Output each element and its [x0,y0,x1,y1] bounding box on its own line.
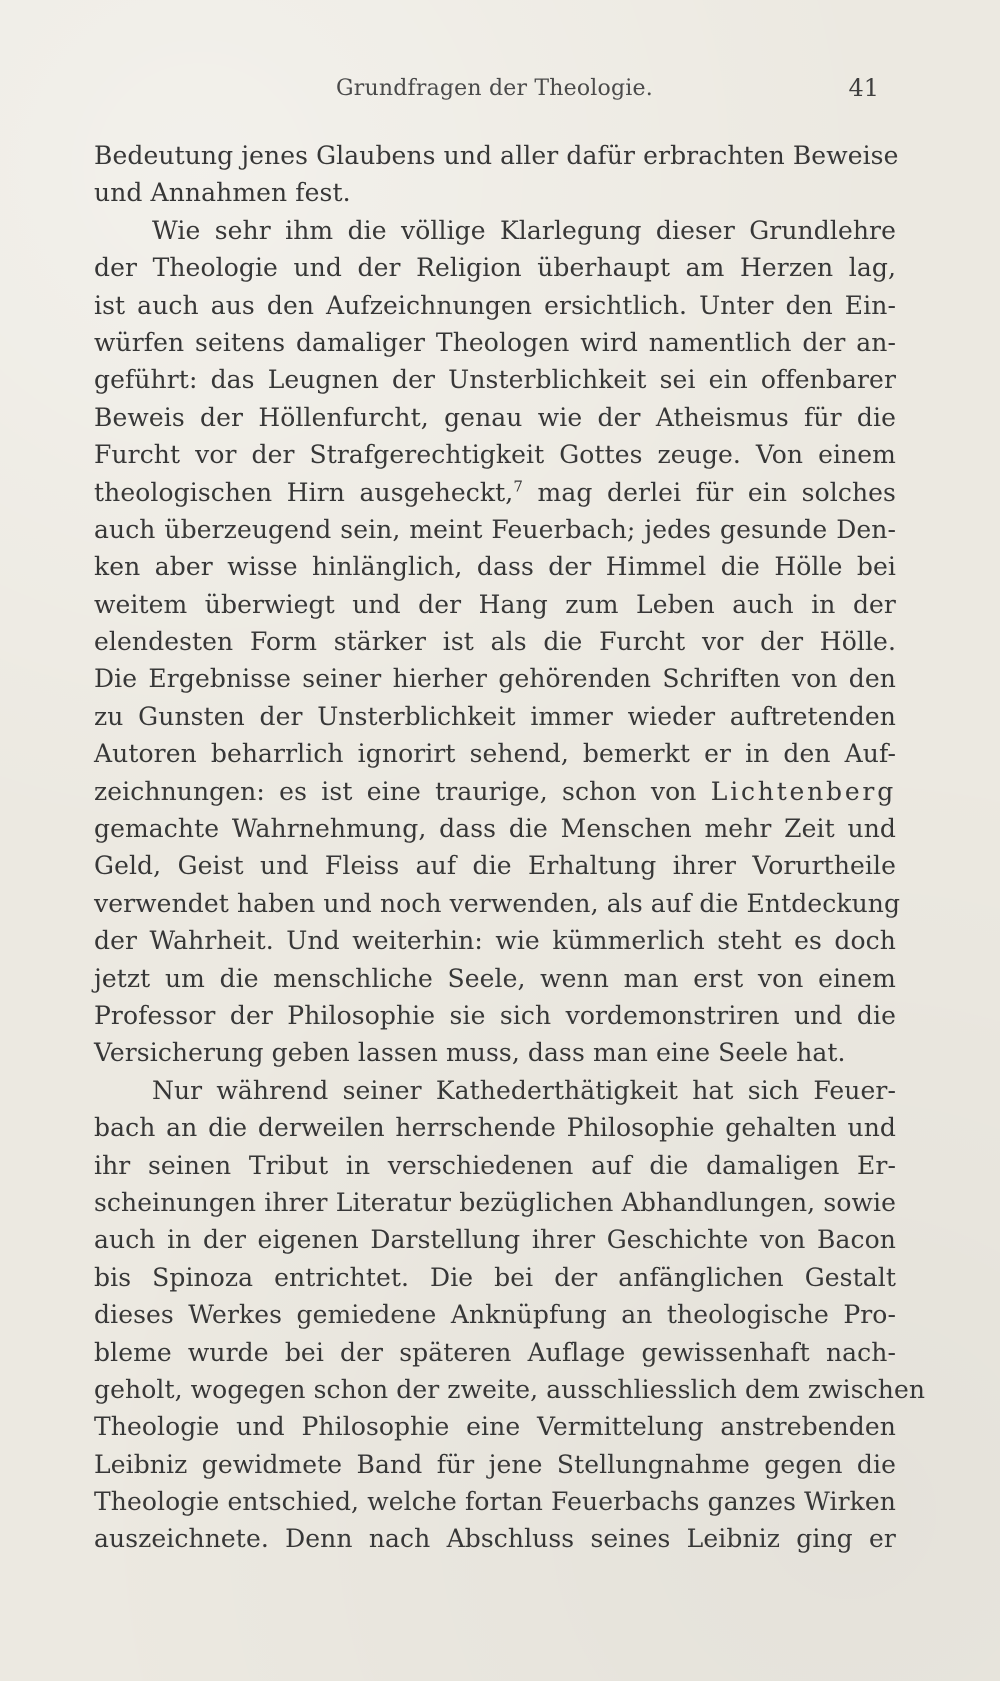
text-line: Geld, Geist und Fleiss auf die Erhaltung ihrer Vorurtheile [94,851,896,881]
text-line: bach an die derweilen herrschende Philosophie gehalten und [94,1113,896,1143]
text-line: verwendet haben und noch verwenden, als auf die Entdeckung [94,888,901,918]
text-line: geführt: das Leugnen der Unsterblichkeit sei ein offenbarer [94,365,896,395]
body-text [94,137,926,1558]
line-segment: mag derlei für ein solches [522,477,896,507]
text-line: ihr seinen Tribut in verschiedenen auf die damaligen Er- [94,1150,896,1180]
text-line: auszeichnete. Denn nach Abschluss seines Leibniz ging er [94,1524,896,1554]
text-line [94,474,896,511]
line-segment: theologischen Hirn ausgeheckt, [94,477,514,507]
text-line: dieses Werkes gemiedene Anknüpfung an theologische Pro- [94,1300,896,1330]
text-line: der Theologie und der Religion überhaupt am Herzen lag, [94,253,896,283]
page-number: 41 [848,74,879,102]
emphasized-name: Lichtenberg [710,776,896,806]
text-line: Professor der Philosophie sie sich vordemonstriren und die [94,1000,896,1030]
text-line: Versicherung geben lassen muss, dass man eine Seele hat. [94,1038,846,1068]
text-line: Die Ergebnisse seiner hierher gehörenden Schriften von den [94,664,896,694]
text-line: würfen seitens damaliger Theologen wird namentlich der an- [94,327,896,357]
text-line: scheinungen ihrer Literatur bezüglichen Abhandlungen, sowie [94,1187,896,1217]
running-header [95,76,896,116]
text-line: gemachte Wahrnehmung, dass die Menschen mehr Zeit und [94,814,896,844]
text-line: bis Spinoza entrichtet. Die bei der anfänglichen Gestalt [94,1262,896,1292]
text-line: geholt, wogegen schon der zweite, ausschliesslich dem zwischen [94,1374,926,1404]
text-line: Furcht vor der Strafgerechtigkeit Gottes zeuge. Von einem [94,440,896,470]
text-line: ist auch aus den Aufzeichnungen ersichtlich. Unter den Ein- [94,290,896,320]
text-line: Nur während seiner Kathederthätigkeit hat sich Feuer- [152,1075,896,1105]
line-segment: zeichnungen: es ist eine traurige, schon von [94,776,697,806]
text-line: Bedeutung jenes Glaubens und aller dafür erbrachten Beweise [94,141,899,170]
running-title: Grundfragen der Theologie. [336,76,653,101]
text-line: Theologie und Philosophie eine Vermittelung anstrebenden [94,1412,896,1442]
text-line: weitem überwiegt und der Hang zum Leben auch in der [94,589,896,619]
text-line: und Annahmen fest. [94,178,351,208]
text-line: Beweis der Höllenfurcht, genau wie der Atheismus für die [94,402,896,432]
footnote-marker: 7 [513,477,523,496]
text-line: Autoren beharrlich ignorirt sehend, bemerkt er in den Auf- [94,739,896,769]
text-line: Wie sehr ihm die völlige Klarlegung dieser Grundlehre [152,215,896,245]
text-line: auch überzeugend sein, meint Feuerbach; jedes gesunde Den- [94,514,896,544]
text-line: bleme wurde bei der späteren Auflage gewissenhaft nach- [94,1337,896,1367]
text-line: der Wahrheit. Und weiterhin: wie kümmerlich steht es doch [94,926,896,956]
text-line [94,773,896,810]
text-line: Theologie entschied, welche fortan Feuerbachs ganzes Wirken [94,1487,896,1517]
text-line: zu Gunsten der Unsterblichkeit immer wieder auftretenden [94,701,896,731]
text-line: elendesten Form stärker ist als die Furcht vor der Hölle. [94,627,896,657]
text-line: ken aber wisse hinlänglich, dass der Himmel die Hölle bei [94,552,896,582]
text-line: Leibniz gewidmete Band für jene Stellungnahme gegen die [94,1449,896,1479]
text-line: jetzt um die menschliche Seele, wenn man erst von einem [94,963,896,993]
text-line: auch in der eigenen Darstellung ihrer Geschichte von Bacon [94,1225,896,1255]
